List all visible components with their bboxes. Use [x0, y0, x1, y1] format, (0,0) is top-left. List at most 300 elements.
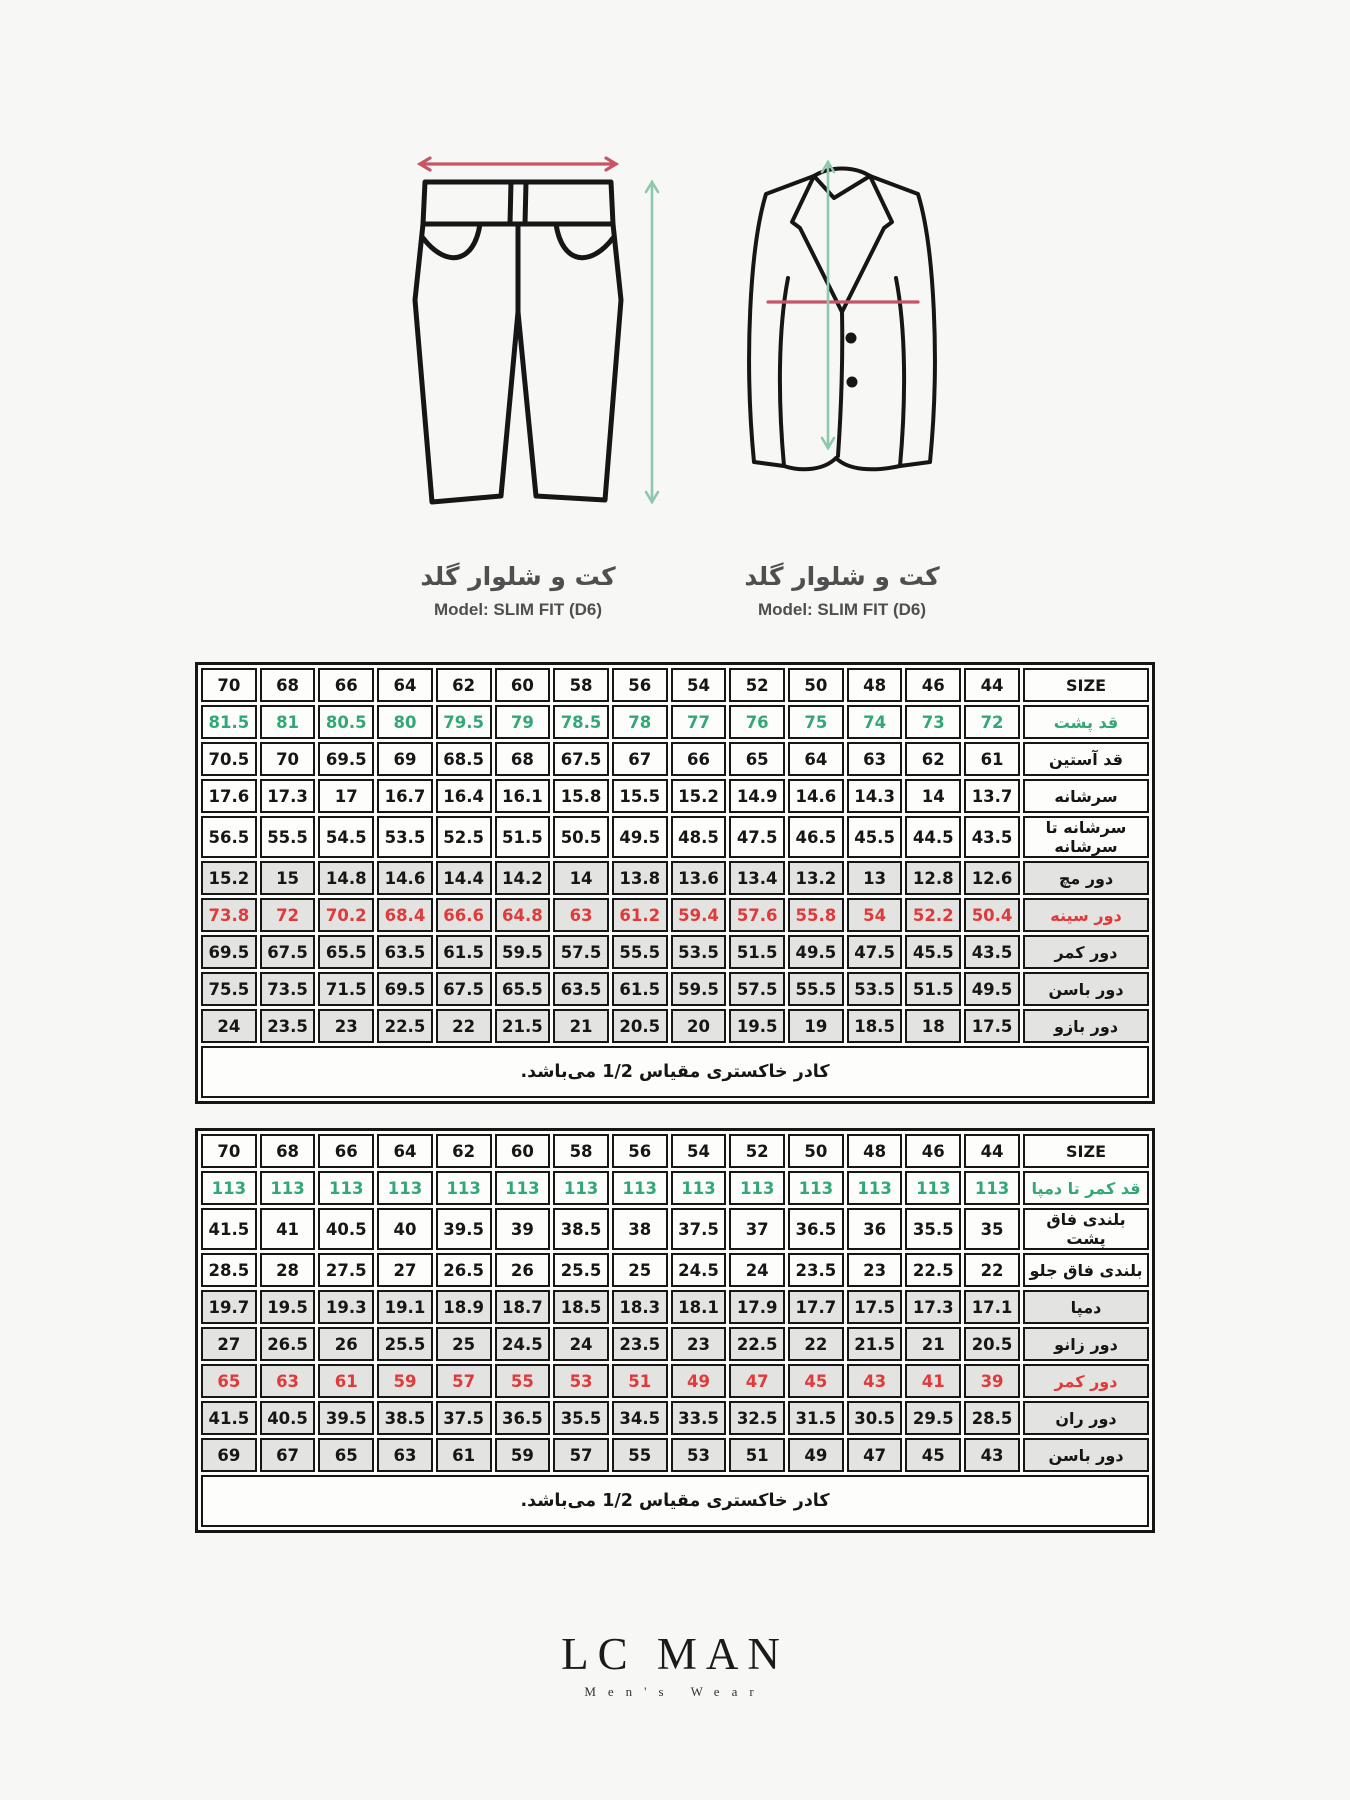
row-label: دور سینه [1023, 898, 1149, 932]
value-cell: 14.4 [436, 861, 492, 895]
value-cell: 41 [260, 1208, 316, 1250]
value-cell: 80 [377, 705, 433, 739]
value-cell: 20.5 [964, 1327, 1020, 1361]
value-cell: 16.1 [495, 779, 551, 813]
value-cell: 57.6 [729, 898, 785, 932]
value-cell: 49 [788, 1438, 844, 1472]
value-cell: 18.5 [847, 1009, 903, 1043]
measure-row [201, 1364, 1149, 1398]
value-cell: 75 [788, 705, 844, 739]
value-cell: 51.5 [495, 816, 551, 858]
value-cell: 59 [495, 1438, 551, 1472]
value-cell: 28.5 [964, 1401, 1020, 1435]
size-header-cell: 56 [612, 668, 668, 702]
value-cell: 65 [318, 1438, 374, 1472]
value-cell: 13.6 [671, 861, 727, 895]
note-row [201, 1475, 1149, 1527]
jacket-title: کت و شلوار گلد [744, 562, 940, 591]
row-label: سرشانه [1023, 779, 1149, 813]
value-cell: 45.5 [905, 935, 961, 969]
value-cell: 37.5 [436, 1401, 492, 1435]
value-cell: 14.6 [788, 779, 844, 813]
jacket-length-arrow-icon [822, 162, 834, 448]
value-cell: 69.5 [318, 742, 374, 776]
value-cell: 26 [495, 1253, 551, 1287]
value-cell: 23 [847, 1253, 903, 1287]
garment-illustrations [0, 0, 1350, 620]
size-header-cell: 60 [495, 1134, 551, 1168]
value-cell: 37.5 [671, 1208, 727, 1250]
jacket-size-table [195, 662, 1155, 1104]
value-cell: 61 [318, 1364, 374, 1398]
pants-figure [368, 150, 668, 620]
jacket-figure [702, 150, 982, 620]
value-cell: 20 [671, 1009, 727, 1043]
value-cell: 71.5 [318, 972, 374, 1006]
value-cell: 27.5 [318, 1253, 374, 1287]
value-cell: 15 [260, 861, 316, 895]
value-cell: 73 [905, 705, 961, 739]
value-cell: 21 [905, 1327, 961, 1361]
brand-footer [0, 1628, 1350, 1700]
value-cell: 22.5 [377, 1009, 433, 1043]
value-cell: 17.5 [964, 1009, 1020, 1043]
value-cell: 53 [553, 1364, 609, 1398]
value-cell: 57.5 [729, 972, 785, 1006]
value-cell: 51.5 [905, 972, 961, 1006]
value-cell: 113 [436, 1171, 492, 1205]
value-cell: 23.5 [260, 1009, 316, 1043]
value-cell: 61.2 [612, 898, 668, 932]
value-cell: 113 [377, 1171, 433, 1205]
row-label: دور زانو [1023, 1327, 1149, 1361]
value-cell: 48.5 [671, 816, 727, 858]
size-header-label: SIZE [1023, 668, 1149, 702]
value-cell: 18 [905, 1009, 961, 1043]
measure-row [201, 1327, 1149, 1361]
measure-row [201, 816, 1149, 858]
value-cell: 39 [964, 1364, 1020, 1398]
value-cell: 12.6 [964, 861, 1020, 895]
value-cell: 54.5 [318, 816, 374, 858]
value-cell: 47.5 [729, 816, 785, 858]
value-cell: 69.5 [201, 935, 257, 969]
value-cell: 63 [260, 1364, 316, 1398]
value-cell: 13 [847, 861, 903, 895]
value-cell: 33.5 [671, 1401, 727, 1435]
value-cell: 19.5 [260, 1290, 316, 1324]
value-cell: 61 [964, 742, 1020, 776]
value-cell: 68.5 [436, 742, 492, 776]
value-cell: 26 [318, 1327, 374, 1361]
value-cell: 113 [905, 1171, 961, 1205]
value-cell: 53.5 [377, 816, 433, 858]
size-header-row [201, 668, 1149, 702]
value-cell: 113 [495, 1171, 551, 1205]
value-cell: 72 [964, 705, 1020, 739]
value-cell: 69.5 [377, 972, 433, 1006]
value-cell: 40 [377, 1208, 433, 1250]
value-cell: 40.5 [318, 1208, 374, 1250]
value-cell: 61.5 [612, 972, 668, 1006]
value-cell: 25.5 [377, 1327, 433, 1361]
value-cell: 78.5 [553, 705, 609, 739]
value-cell: 113 [729, 1171, 785, 1205]
value-cell: 15.2 [671, 779, 727, 813]
value-cell: 63.5 [553, 972, 609, 1006]
value-cell: 17.3 [260, 779, 316, 813]
value-cell: 24.5 [495, 1327, 551, 1361]
value-cell: 65.5 [318, 935, 374, 969]
value-cell: 17.9 [729, 1290, 785, 1324]
value-cell: 61 [436, 1438, 492, 1472]
value-cell: 63 [377, 1438, 433, 1472]
measure-row [201, 1438, 1149, 1472]
row-label: سرشانه تا سرشانه [1023, 816, 1149, 858]
value-cell: 18.1 [671, 1290, 727, 1324]
measure-row [201, 1290, 1149, 1324]
value-cell: 43.5 [964, 935, 1020, 969]
value-cell: 74 [847, 705, 903, 739]
value-cell: 36.5 [495, 1401, 551, 1435]
value-cell: 19.1 [377, 1290, 433, 1324]
value-cell: 49.5 [964, 972, 1020, 1006]
size-header-cell: 48 [847, 668, 903, 702]
value-cell: 36 [847, 1208, 903, 1250]
value-cell: 18.9 [436, 1290, 492, 1324]
value-cell: 17.3 [905, 1290, 961, 1324]
value-cell: 21.5 [847, 1327, 903, 1361]
size-header-row [201, 1134, 1149, 1168]
value-cell: 29.5 [905, 1401, 961, 1435]
value-cell: 57 [553, 1438, 609, 1472]
value-cell: 113 [964, 1171, 1020, 1205]
value-cell: 59.5 [671, 972, 727, 1006]
value-cell: 59.4 [671, 898, 727, 932]
value-cell: 41 [905, 1364, 961, 1398]
value-cell: 68.4 [377, 898, 433, 932]
value-cell: 15.5 [612, 779, 668, 813]
value-cell: 43 [964, 1438, 1020, 1472]
value-cell: 38 [612, 1208, 668, 1250]
value-cell: 22.5 [729, 1327, 785, 1361]
value-cell: 56.5 [201, 816, 257, 858]
row-label: دور کمر [1023, 1364, 1149, 1398]
value-cell: 18.7 [495, 1290, 551, 1324]
pants-size-table [195, 1128, 1155, 1533]
value-cell: 51 [612, 1364, 668, 1398]
measure-row [201, 972, 1149, 1006]
value-cell: 63 [847, 742, 903, 776]
value-cell: 24 [729, 1253, 785, 1287]
row-label: بلندی فاق جلو [1023, 1253, 1149, 1287]
value-cell: 53.5 [671, 935, 727, 969]
value-cell: 13.4 [729, 861, 785, 895]
measure-row [201, 1009, 1149, 1043]
value-cell: 24.5 [671, 1253, 727, 1287]
value-cell: 64 [788, 742, 844, 776]
value-cell: 55.5 [612, 935, 668, 969]
value-cell: 73.5 [260, 972, 316, 1006]
value-cell: 80.5 [318, 705, 374, 739]
value-cell: 49 [671, 1364, 727, 1398]
value-cell: 13.8 [612, 861, 668, 895]
value-cell: 19.3 [318, 1290, 374, 1324]
size-header-cell: 50 [788, 668, 844, 702]
size-header-cell: 52 [729, 1134, 785, 1168]
value-cell: 39 [495, 1208, 551, 1250]
value-cell: 35.5 [905, 1208, 961, 1250]
value-cell: 69 [377, 742, 433, 776]
value-cell: 40.5 [260, 1401, 316, 1435]
value-cell: 14.8 [318, 861, 374, 895]
row-label: قد کمر تا دمپا [1023, 1171, 1149, 1205]
size-header-cell: 70 [201, 1134, 257, 1168]
value-cell: 19.7 [201, 1290, 257, 1324]
value-cell: 24 [201, 1009, 257, 1043]
value-cell: 113 [260, 1171, 316, 1205]
value-cell: 81.5 [201, 705, 257, 739]
brand-tagline: Men's Wear [584, 1684, 766, 1699]
value-cell: 34.5 [612, 1401, 668, 1435]
value-cell: 53 [671, 1438, 727, 1472]
value-cell: 37 [729, 1208, 785, 1250]
measure-row [201, 1253, 1149, 1287]
value-cell: 55 [495, 1364, 551, 1398]
value-cell: 47 [729, 1364, 785, 1398]
size-header-cell: 54 [671, 668, 727, 702]
value-cell: 17.5 [847, 1290, 903, 1324]
value-cell: 63 [553, 898, 609, 932]
value-cell: 12.8 [905, 861, 961, 895]
value-cell: 75.5 [201, 972, 257, 1006]
value-cell: 17.6 [201, 779, 257, 813]
value-cell: 59 [377, 1364, 433, 1398]
value-cell: 36.5 [788, 1208, 844, 1250]
value-cell: 35 [964, 1208, 1020, 1250]
jacket-caption [744, 562, 939, 620]
brand-logo: LC MAN [561, 1629, 789, 1679]
value-cell: 19.5 [729, 1009, 785, 1043]
value-cell: 20.5 [612, 1009, 668, 1043]
size-header-cell: 66 [318, 1134, 374, 1168]
size-header-cell: 58 [553, 1134, 609, 1168]
jacket-outline [749, 169, 935, 470]
value-cell: 13.2 [788, 861, 844, 895]
value-cell: 25 [612, 1253, 668, 1287]
value-cell: 45 [788, 1364, 844, 1398]
size-header-cell: 48 [847, 1134, 903, 1168]
value-cell: 41.5 [201, 1208, 257, 1250]
measure-row [201, 1401, 1149, 1435]
value-cell: 55.5 [260, 816, 316, 858]
value-cell: 46.5 [788, 816, 844, 858]
size-header-cell: 50 [788, 1134, 844, 1168]
value-cell: 70 [260, 742, 316, 776]
value-cell: 61.5 [436, 935, 492, 969]
value-cell: 19 [788, 1009, 844, 1043]
value-cell: 38.5 [553, 1208, 609, 1250]
value-cell: 67.5 [260, 935, 316, 969]
value-cell: 49.5 [612, 816, 668, 858]
value-cell: 51 [729, 1438, 785, 1472]
value-cell: 23.5 [612, 1327, 668, 1361]
value-cell: 28 [260, 1253, 316, 1287]
value-cell: 14 [905, 779, 961, 813]
pants-title: کت و شلوار گلد [420, 562, 616, 591]
row-label: بلندی فاق پشت [1023, 1208, 1149, 1250]
value-cell: 39.5 [436, 1208, 492, 1250]
value-cell: 18.5 [553, 1290, 609, 1324]
row-label: دور باسن [1023, 1438, 1149, 1472]
value-cell: 14.6 [377, 861, 433, 895]
size-header-cell: 44 [964, 668, 1020, 702]
value-cell: 13.7 [964, 779, 1020, 813]
row-label: دمپا [1023, 1290, 1149, 1324]
value-cell: 78 [612, 705, 668, 739]
value-cell: 14 [553, 861, 609, 895]
value-cell: 51.5 [729, 935, 785, 969]
value-cell: 31.5 [788, 1401, 844, 1435]
value-cell: 55 [612, 1438, 668, 1472]
value-cell: 27 [201, 1327, 257, 1361]
value-cell: 25.5 [553, 1253, 609, 1287]
value-cell: 64.8 [495, 898, 551, 932]
pants-length-arrow-icon [646, 182, 658, 502]
size-header-cell: 56 [612, 1134, 668, 1168]
value-cell: 54 [847, 898, 903, 932]
value-cell: 77 [671, 705, 727, 739]
size-header-cell: 46 [905, 1134, 961, 1168]
value-cell: 17.7 [788, 1290, 844, 1324]
value-cell: 53.5 [847, 972, 903, 1006]
value-cell: 52.5 [436, 816, 492, 858]
value-cell: 15.2 [201, 861, 257, 895]
row-label: قد آستین [1023, 742, 1149, 776]
value-cell: 63.5 [377, 935, 433, 969]
value-cell: 57 [436, 1364, 492, 1398]
value-cell: 57.5 [553, 935, 609, 969]
value-cell: 72 [260, 898, 316, 932]
pants-model-label: Model: SLIM FIT (D6) [433, 600, 603, 619]
size-header-cell: 68 [260, 668, 316, 702]
row-label: دور باسن [1023, 972, 1149, 1006]
value-cell: 23 [318, 1009, 374, 1043]
row-label: قد پشت [1023, 705, 1149, 739]
size-header-cell: 62 [436, 668, 492, 702]
value-cell: 16.4 [436, 779, 492, 813]
value-cell: 50.5 [553, 816, 609, 858]
value-cell: 79.5 [436, 705, 492, 739]
value-cell: 113 [612, 1171, 668, 1205]
value-cell: 67 [260, 1438, 316, 1472]
value-cell: 113 [553, 1171, 609, 1205]
measure-row [201, 705, 1149, 739]
value-cell: 67 [612, 742, 668, 776]
value-cell: 35.5 [553, 1401, 609, 1435]
value-cell: 66.6 [436, 898, 492, 932]
size-header-label: SIZE [1023, 1134, 1149, 1168]
value-cell: 55.5 [788, 972, 844, 1006]
value-cell: 69 [201, 1438, 257, 1472]
size-header-cell: 46 [905, 668, 961, 702]
value-cell: 18.3 [612, 1290, 668, 1324]
value-cell: 67.5 [553, 742, 609, 776]
value-cell: 30.5 [847, 1401, 903, 1435]
row-label: دور مچ [1023, 861, 1149, 895]
pants-outline [415, 182, 621, 502]
pants-illustration [368, 150, 668, 532]
value-cell: 16.7 [377, 779, 433, 813]
value-cell: 59.5 [495, 935, 551, 969]
value-cell: 14.2 [495, 861, 551, 895]
value-cell: 113 [847, 1171, 903, 1205]
value-cell: 15.8 [553, 779, 609, 813]
measure-row [201, 1208, 1149, 1250]
value-cell: 23.5 [788, 1253, 844, 1287]
value-cell: 73.8 [201, 898, 257, 932]
value-cell: 81 [260, 705, 316, 739]
size-header-cell: 54 [671, 1134, 727, 1168]
measure-row [201, 779, 1149, 813]
value-cell: 22 [436, 1009, 492, 1043]
value-cell: 76 [729, 705, 785, 739]
value-cell: 21 [553, 1009, 609, 1043]
value-cell: 45 [905, 1438, 961, 1472]
value-cell: 70.2 [318, 898, 374, 932]
row-label: دور کمر [1023, 935, 1149, 969]
value-cell: 17.1 [964, 1290, 1020, 1324]
row-label: دور بازو [1023, 1009, 1149, 1043]
value-cell: 113 [788, 1171, 844, 1205]
size-header-cell: 70 [201, 668, 257, 702]
value-cell: 22 [788, 1327, 844, 1361]
value-cell: 47 [847, 1438, 903, 1472]
value-cell: 32.5 [729, 1401, 785, 1435]
size-header-cell: 66 [318, 668, 374, 702]
row-label: دور ران [1023, 1401, 1149, 1435]
value-cell: 44.5 [905, 816, 961, 858]
value-cell: 45.5 [847, 816, 903, 858]
value-cell: 24 [553, 1327, 609, 1361]
value-cell: 67.5 [436, 972, 492, 1006]
value-cell: 49.5 [788, 935, 844, 969]
value-cell: 68 [495, 742, 551, 776]
value-cell: 47.5 [847, 935, 903, 969]
value-cell: 43 [847, 1364, 903, 1398]
value-cell: 25 [436, 1327, 492, 1361]
pants-caption [420, 562, 615, 620]
value-cell: 65.5 [495, 972, 551, 1006]
measure-row [201, 935, 1149, 969]
size-header-cell: 52 [729, 668, 785, 702]
value-cell: 113 [318, 1171, 374, 1205]
note-row [201, 1046, 1149, 1098]
value-cell: 113 [671, 1171, 727, 1205]
jacket-model-label: Model: SLIM FIT (D6) [757, 600, 927, 619]
value-cell: 28.5 [201, 1253, 257, 1287]
value-cell: 52.2 [905, 898, 961, 932]
jacket-illustration [702, 150, 982, 480]
value-cell: 21.5 [495, 1009, 551, 1043]
value-cell: 14.3 [847, 779, 903, 813]
value-cell: 14.9 [729, 779, 785, 813]
size-header-cell: 68 [260, 1134, 316, 1168]
value-cell: 79 [495, 705, 551, 739]
value-cell: 66 [671, 742, 727, 776]
value-cell: 113 [201, 1171, 257, 1205]
value-cell: 27 [377, 1253, 433, 1287]
